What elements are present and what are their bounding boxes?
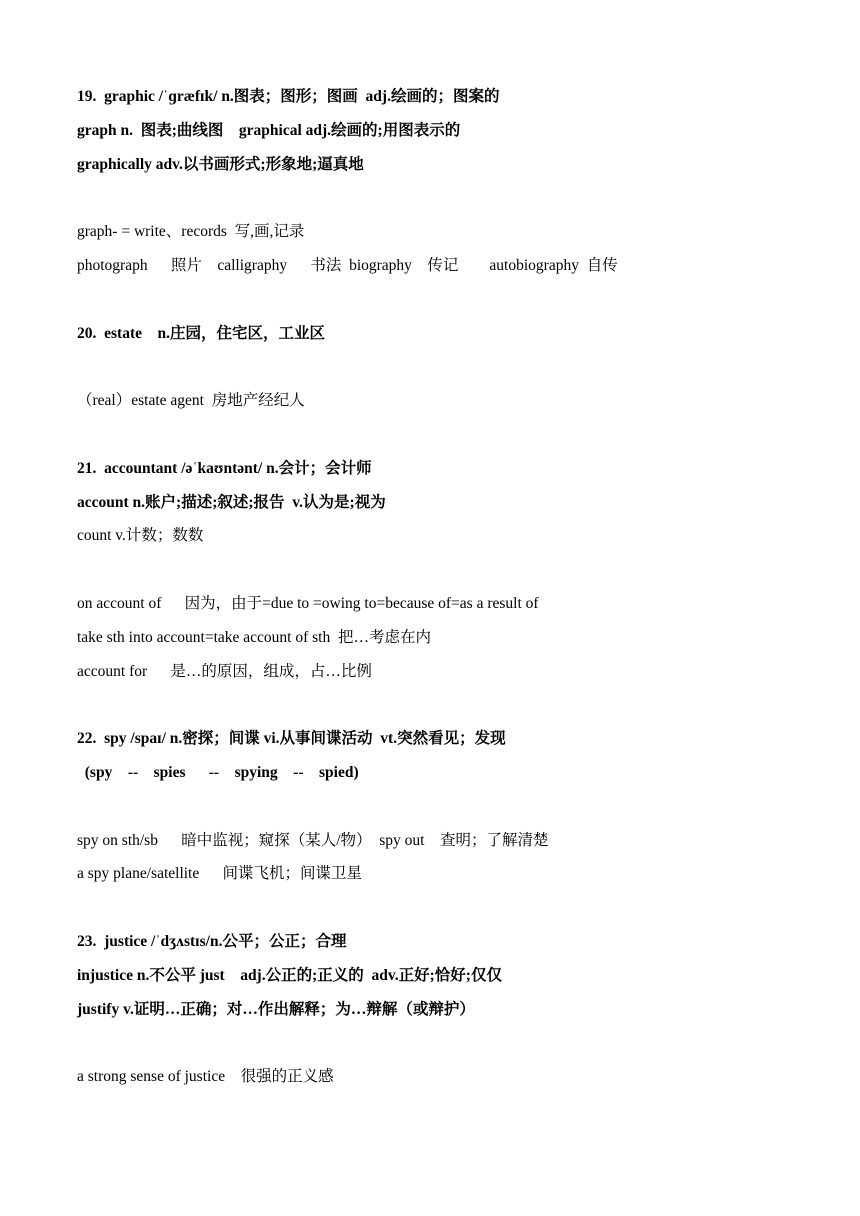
entry-headword-line: 23. justice /ˈdʒʌstɪs/n.公平；公正；合理 [77,932,347,950]
entry-note-line: （real）estate agent 房地产经纪人 [77,392,305,410]
entry-derivative-line: graphically adv.以书画形式;形象地;逼真地 [77,155,364,173]
entry-derivative-line: account n.账户;描述;叙述;报告 v.认为是;视为 [77,493,386,511]
entry-derivative-line: count v.计数；数数 [77,527,204,545]
spacer [77,350,837,384]
entry-note-line: a spy plane/satellite 间谍飞机；间谍卫星 [77,865,362,883]
entry-note-line: account for 是…的原因，组成，占…比例 [77,662,372,680]
entry-headword-line: 21. accountant /əˈkaʊntənt/ n.会计；会计师 [77,459,372,477]
entry-note-line: photograph 照片 calligraphy 书法 biography 传记 autobiography 自传 [77,256,618,274]
entry-note-line: on account of 因为，由于=due to =owing to=because of=as a result of [77,594,539,612]
spacer [77,553,837,587]
spacer [77,891,837,925]
entry-justice [77,925,837,1094]
entry-estate [77,317,837,418]
entry-headword-line: 20. estate n.庄园，住宅区，工业区 [77,324,325,342]
entry-spy [77,722,837,891]
entry-derivative-line: justify v.证明…正确；对…作出解释；为…辩解（或辩护） [77,1000,475,1018]
vocabulary-document [77,80,837,1094]
spacer [77,181,837,215]
entry-note-line: graph- = write、records 写,画,记录 [77,223,305,241]
spacer [77,418,837,452]
entry-accountant [77,452,837,689]
spacer [77,1026,837,1060]
spacer [77,790,837,824]
entry-inflection-line: (spy -- spies -- spying -- spied) [77,763,359,781]
spacer [77,688,837,722]
entry-note-line: spy on sth/sb 暗中监视；窥探（某人/物） spy out 查明；了解清楚 [77,831,549,849]
spacer [77,283,837,317]
entry-graphic [77,80,837,283]
entry-headword-line: 22. spy /spaɪ/ n.密探；间谍 vi.从事间谍活动 vt.突然看见；发现 [77,730,506,748]
entry-note-line: take sth into account=take account of sth 把…考虑在内 [77,628,431,646]
entry-derivative-line: injustice n.不公平 just adj.公正的;正义的 adv.正好;恰好;仅仅 [77,966,502,984]
entry-derivative-line: graph n. 图表;曲线图 graphical adj.绘画的;用图表示的 [77,121,461,139]
entry-note-line: a strong sense of justice 很强的正义感 [77,1068,334,1086]
entry-headword-line: 19. graphic /ˈɡræfɪk/ n.图表；图形；图画 adj.绘画的；图案的 [77,88,500,105]
